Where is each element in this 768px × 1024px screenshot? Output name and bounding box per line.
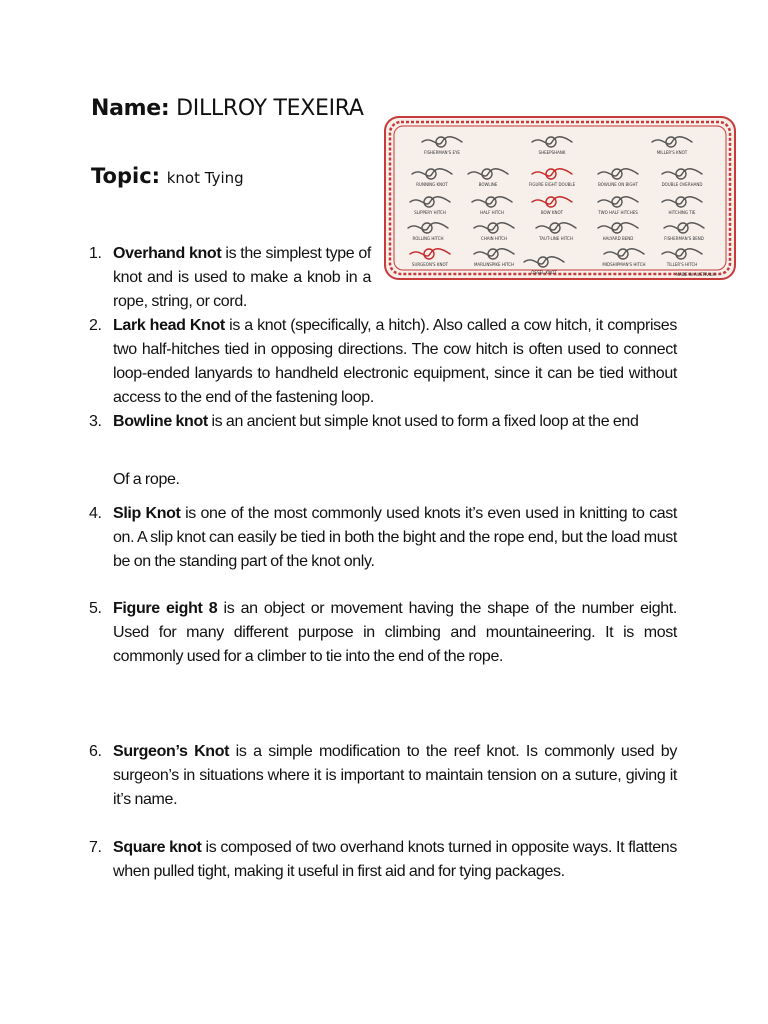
knot-label: FISHERMAN'S BEND bbox=[664, 236, 704, 241]
knot-label: HITCHING TIE bbox=[668, 210, 696, 215]
item-3-number: 3. bbox=[89, 413, 102, 430]
knot-label: BOWLINE bbox=[478, 182, 498, 187]
item-5-number: 5. bbox=[89, 600, 102, 617]
item-2-term: Lark head Knot bbox=[113, 317, 225, 334]
topic-line bbox=[91, 164, 244, 188]
knot-label: MARLINSPIKE HITCH bbox=[473, 262, 515, 267]
knot-label: TAUT-LINE HITCH bbox=[539, 236, 573, 241]
knot-label: HALF HITCH bbox=[480, 210, 504, 215]
item-1-term: Overhand knot bbox=[113, 245, 222, 262]
knot-label: OSSEL KNOT bbox=[531, 270, 557, 275]
knot-chart-image bbox=[384, 116, 736, 280]
knot-label: SHEEPSHANK bbox=[538, 150, 566, 155]
knot-label: MILLER'S KNOT bbox=[656, 150, 688, 155]
item-3-continuation: Of a rope. bbox=[113, 471, 180, 488]
item-5-text bbox=[113, 597, 677, 669]
knot-label: SLIPPERY HITCH bbox=[414, 210, 446, 215]
item-4-number: 4. bbox=[89, 505, 102, 522]
item-2-text bbox=[113, 314, 677, 410]
item-7-term: Square knot bbox=[113, 839, 202, 856]
knot-label: HALYARD BEND bbox=[602, 236, 634, 241]
knot-label: MIDSHIPMAN'S HITCH bbox=[602, 262, 646, 267]
item-4-term: Slip Knot bbox=[113, 505, 181, 522]
item-4-desc: is one of the most commonly used knots it’s even used in knitting to cast on. A slip knot can easily be tied in both the bight and the rope end, but the load must be on the standing part of the knot only. bbox=[113, 505, 678, 570]
name-value: DILLROY TEXEIRA bbox=[176, 96, 364, 121]
item-3-desc: is an ancient but simple knot used to form a fixed loop at the end bbox=[207, 413, 639, 430]
knot-label: ROLLING HITCH bbox=[412, 236, 444, 241]
item-1-number: 1. bbox=[89, 245, 102, 262]
item-5-term: Figure eight 8 bbox=[113, 600, 218, 617]
topic-label: Topic: bbox=[91, 164, 161, 188]
knot-label: TILLER'S HITCH bbox=[666, 262, 698, 267]
knot-label: FISHERMAN'S EYE bbox=[424, 150, 460, 155]
item-3-text bbox=[113, 410, 677, 434]
knot-label: CHAIN HITCH bbox=[480, 236, 508, 241]
item-2-number: 2. bbox=[89, 317, 102, 334]
item-3-term: Bowline knot bbox=[113, 413, 208, 430]
knot-label: SURGEON'S KNOT bbox=[411, 262, 449, 267]
item-6-desc: is a simple modification to the reef knot. Is commonly used by surgeon’s in situations where it is important to maintain tension on a suture, giving it it’s name. bbox=[113, 743, 677, 808]
knot-label: FIGURE EIGHT DOUBLE bbox=[528, 182, 576, 187]
knot-label: BOW KNOT bbox=[540, 210, 564, 215]
item-5-desc: is an object or movement having the shape of the number eight. Used for many different purpose in climbing and mountaineering. It is most commonly used for a climber to tie into the end of the rope. bbox=[113, 600, 678, 665]
knot-label: DOUBLE OVERHAND bbox=[661, 182, 703, 187]
item-4-text bbox=[113, 502, 677, 574]
knot-label: RUNNING KNOT bbox=[416, 182, 448, 187]
name-label: Name: bbox=[91, 96, 170, 121]
topic-value: knot Tying bbox=[166, 169, 244, 187]
knot-label: BOWLINE ON BIGHT bbox=[598, 182, 638, 187]
knot-label: MADE IN AUSTRALIA bbox=[675, 272, 717, 277]
item-7-text bbox=[113, 836, 677, 884]
item-6-text bbox=[113, 740, 677, 812]
item-6-term: Surgeon’s Knot bbox=[113, 743, 230, 760]
item-7-desc: is composed of two overhand knots turned in opposite ways. It flattens when pulled tight, making it useful in first aid and for tying packages. bbox=[113, 839, 677, 880]
name-line bbox=[91, 96, 364, 121]
item-6-number: 6. bbox=[89, 743, 102, 760]
item-7-number: 7. bbox=[89, 839, 102, 856]
item-1-desc: is the simplest type of knot and is used to make a knob in a rope, string, or cord. bbox=[113, 245, 372, 310]
knot-label: TWO HALF HITCHES bbox=[598, 210, 638, 215]
item-1-text bbox=[113, 242, 371, 314]
item-2-desc: is a knot (specifically, a hitch). Also called a cow hitch, it comprises two half-hitches tied in opposing directions. The cow hitch is often used to connect loop-ended lanyards to handheld electronic equipment, since it can be tied without access to the end of the fastening loop. bbox=[113, 317, 677, 406]
